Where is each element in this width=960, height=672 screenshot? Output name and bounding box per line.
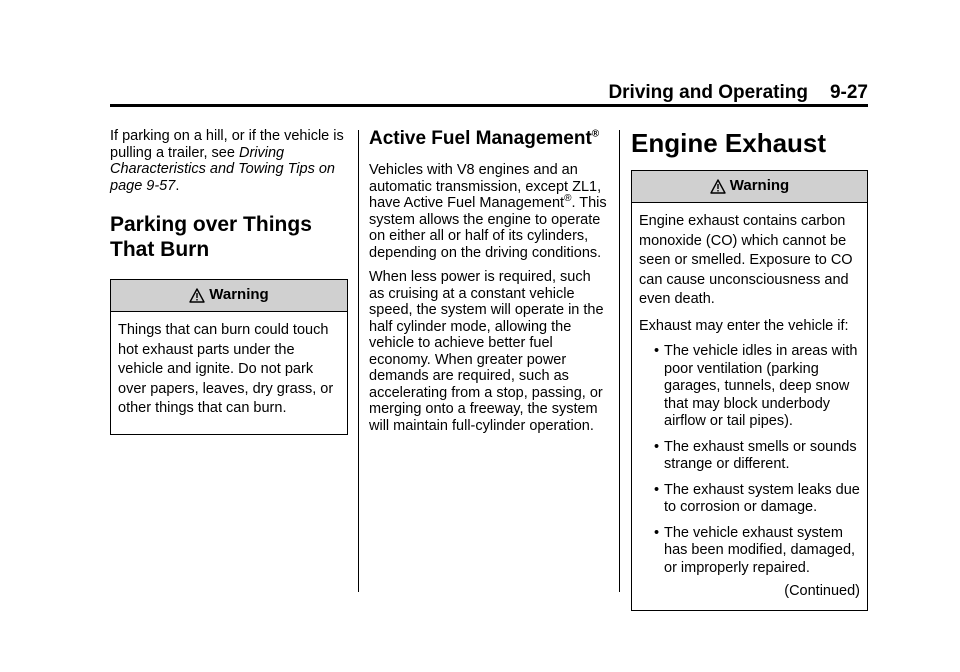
warning-body bbox=[632, 203, 867, 610]
cross-reference-link[interactable]: Driving Characteristics and Towing Tips on page 9-57 bbox=[110, 144, 335, 194]
exhaust-warning-box bbox=[631, 170, 868, 611]
warning-bullet-list bbox=[639, 343, 860, 577]
column-divider-2 bbox=[619, 130, 620, 592]
exhaust-heading: Engine Exhaust bbox=[631, 128, 827, 158]
warning-paragraph-2: Exhaust may enter the vehicle if: bbox=[639, 317, 849, 334]
list-item: • The exhaust smells or sounds strange or different. bbox=[664, 439, 860, 474]
warning-title: Warning bbox=[209, 286, 269, 304]
list-item: • The exhaust system leaks due to corrosion or damage. bbox=[664, 482, 860, 517]
warning-body bbox=[111, 312, 347, 434]
column-3 bbox=[631, 128, 868, 611]
warning-header bbox=[111, 280, 347, 312]
list-item: • The vehicle idles in areas with poor ventilation (parking garages, tunnels, deep snow that may block underbody airflow or tail pipes). bbox=[664, 343, 860, 431]
column-2 bbox=[369, 128, 609, 442]
list-item: • The vehicle exhaust system has been modified, damaged, or improperly repaired. bbox=[664, 525, 860, 578]
parking-heading: Parking over Things That Burn bbox=[110, 213, 312, 261]
section-title: Driving and Operating bbox=[608, 82, 808, 103]
warning-title: Warning bbox=[729, 177, 790, 195]
header-rule bbox=[110, 104, 868, 107]
afm-paragraph-1: Vehicles with V8 engines and an automatic transmission, except ZL1, have Active Fuel Management®. This system allows the engine to operate on either all or half of its cylinders, depending on the driving conditions. bbox=[369, 162, 607, 261]
column-divider-1 bbox=[358, 130, 359, 592]
warning-triangle-icon bbox=[710, 179, 726, 194]
page-number: 9-27 bbox=[829, 82, 868, 103]
parking-warning-box bbox=[110, 279, 348, 435]
afm-paragraph-2: When less power is required, such as cruising at a constant vehicle speed, the system will operate in the half cylinder mode, allowing the vehicle to achieve better fuel economy. When greater power demands are required, such as accelerating from a stop, passing, or merging onto a freeway, the system will maintain full-cylinder operation. bbox=[369, 269, 604, 434]
warning-header bbox=[632, 171, 867, 203]
column-1 bbox=[110, 128, 348, 435]
intro-paragraph: If parking on a hill, or if the vehicle is pulling a trailer, see Driving Characteristics and Towing Tips on page 9-57. bbox=[110, 128, 344, 194]
afm-heading: Active Fuel Management® bbox=[369, 128, 600, 149]
continued-label: (Continued) bbox=[784, 583, 860, 599]
warning-text: Things that can burn could touch hot exhaust parts under the vehicle and ignite. Do not park over papers, leaves, dry grass, or other things that can burn. bbox=[118, 322, 334, 416]
page-header bbox=[110, 82, 868, 104]
warning-triangle-icon bbox=[189, 288, 205, 303]
warning-paragraph-1: Engine exhaust contains carbon monoxide (CO) which cannot be seen or smelled. Exposure to CO can cause unconsciousness and even death. bbox=[639, 213, 853, 307]
